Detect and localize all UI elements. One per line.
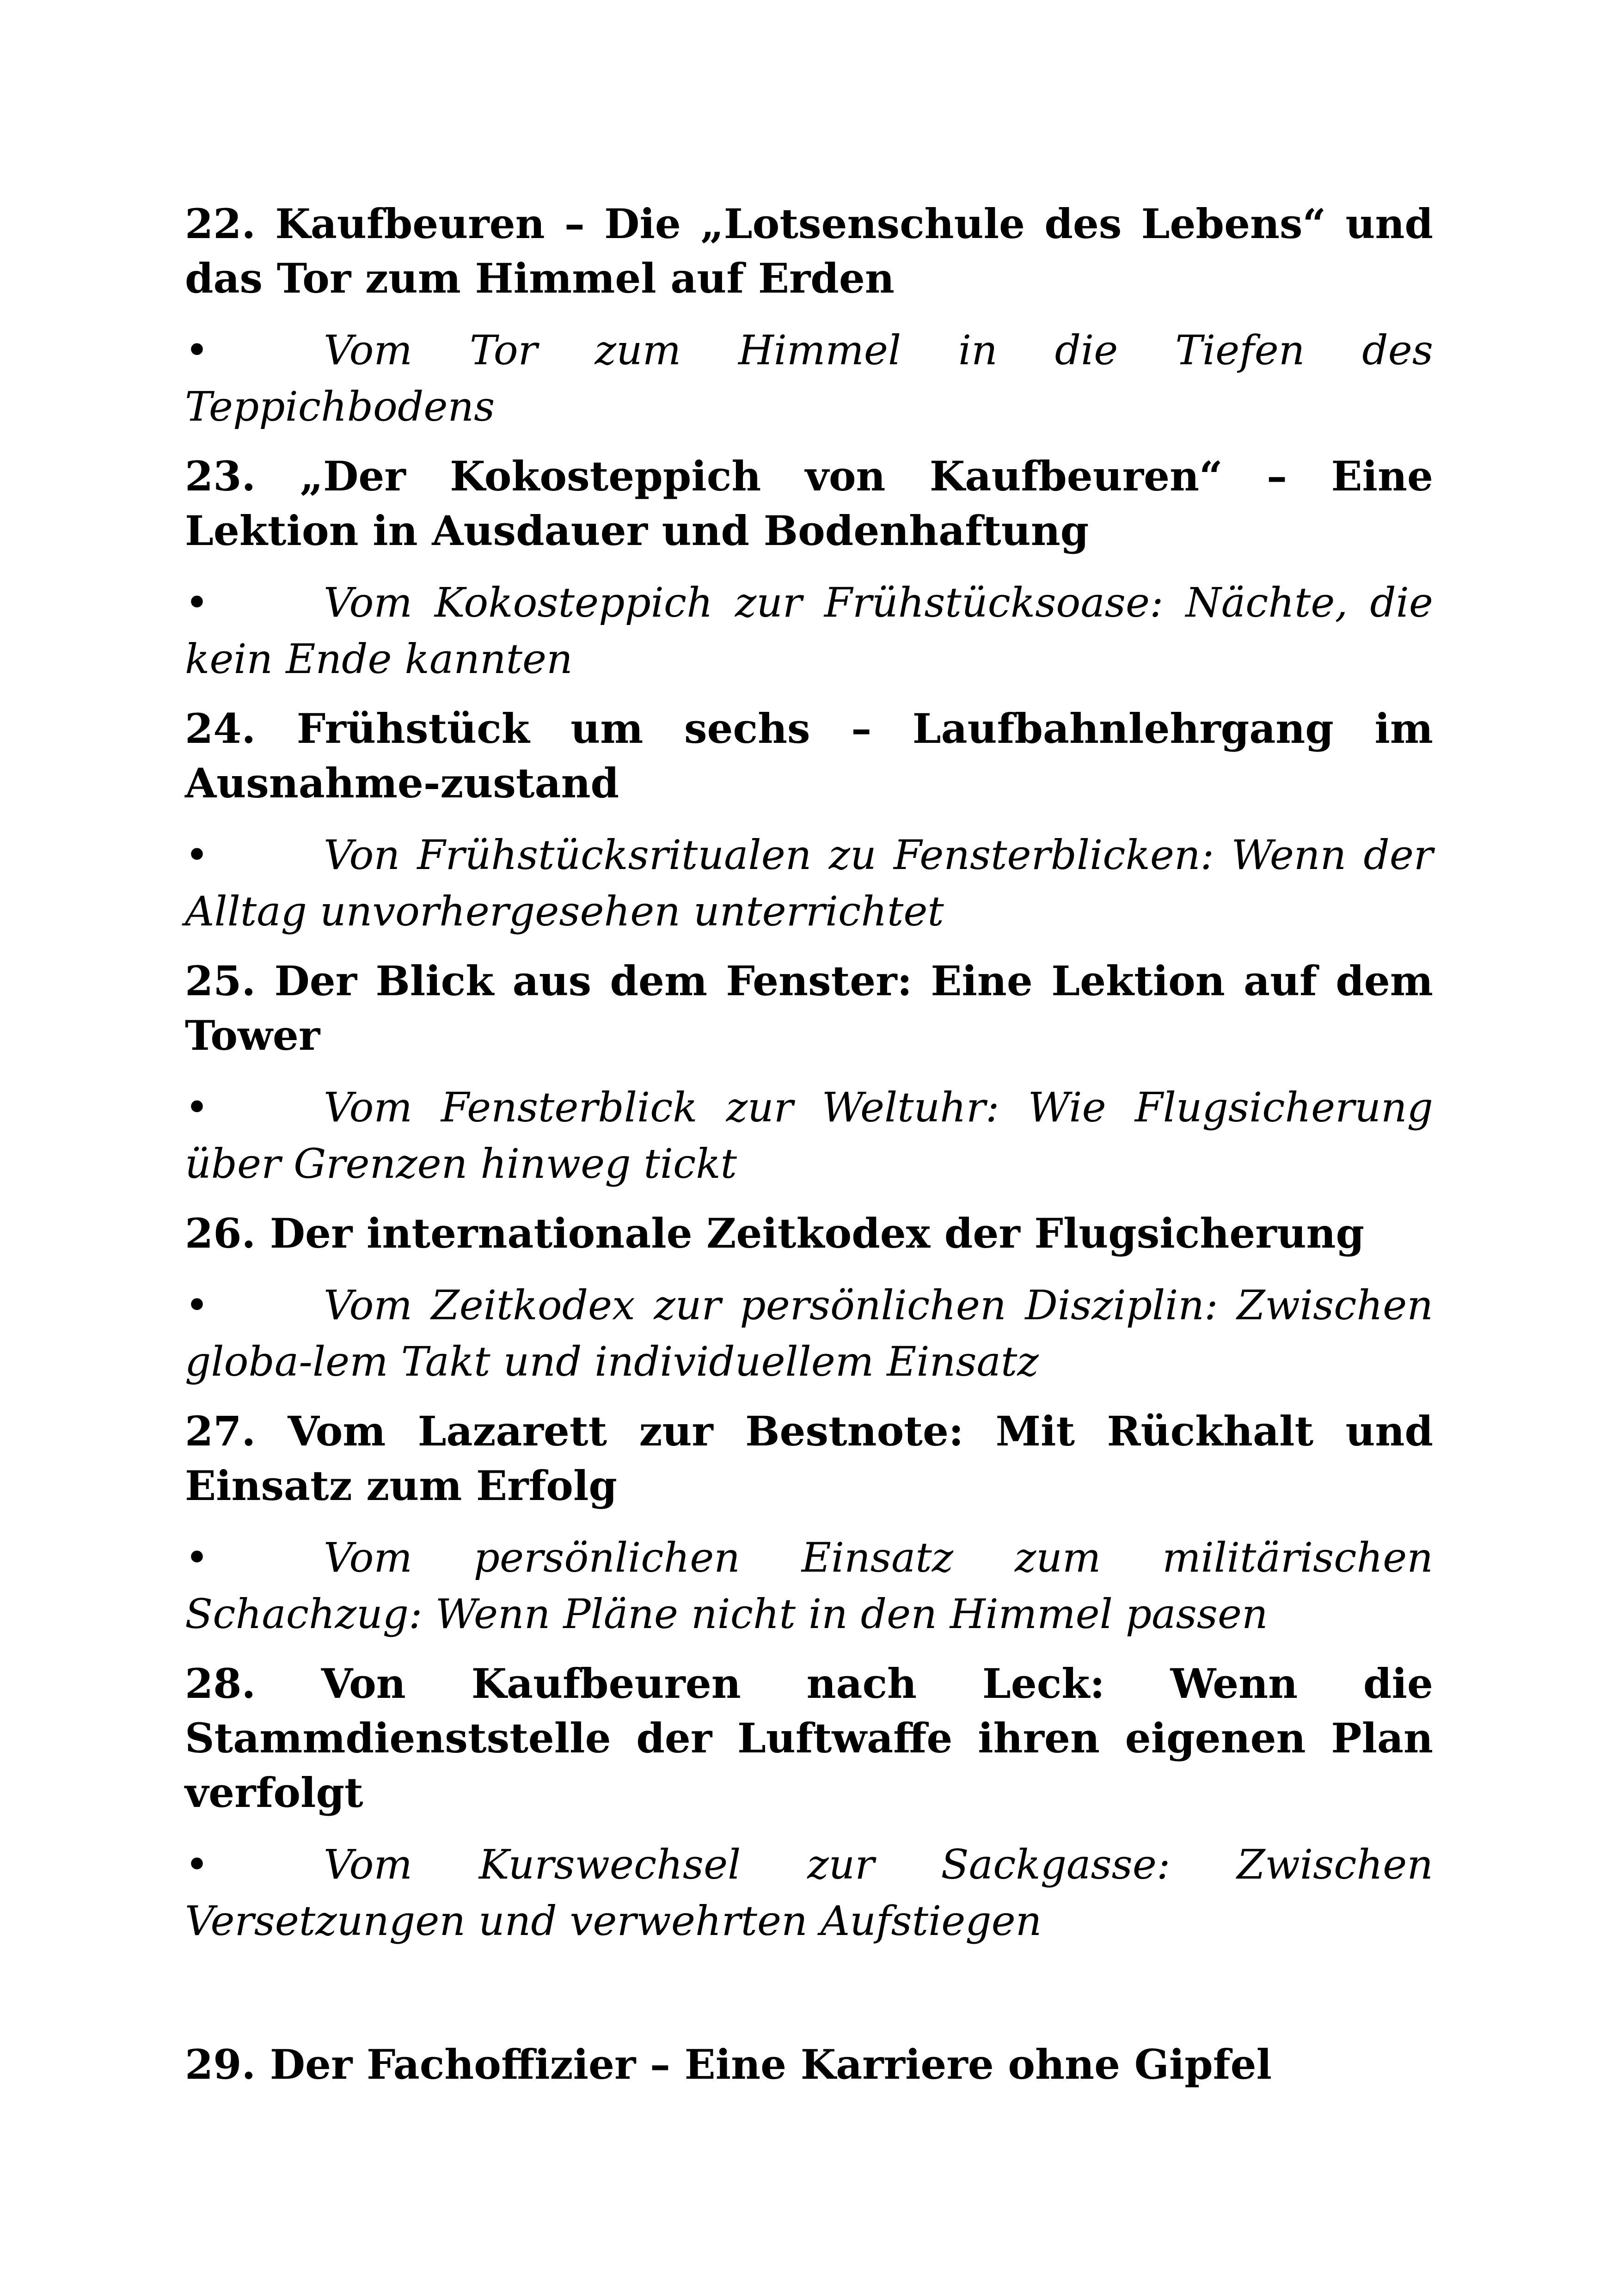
table-of-contents — [185, 196, 1433, 2092]
subentry-text: Vom Kurswechsel zur Sackgasse: Zwischen Versetzungen und verwehrten Aufstiegen — [185, 1841, 1433, 1945]
chapter-subentry — [185, 1837, 1433, 1949]
chapter-subentry — [185, 1530, 1433, 1642]
subentry-text: Vom Tor zum Himmel in die Tiefen des Teppichbodens — [185, 326, 1433, 430]
bullet-icon: • — [185, 1534, 209, 1581]
chapter-title: 25. Der Blick aus dem Fenster: Eine Lektion auf dem Tower — [185, 957, 1433, 1059]
chapter-subentry — [185, 575, 1433, 687]
chapter-27 — [185, 1404, 1433, 1642]
chapter-title: 29. Der Fachoffizier – Eine Karriere ohne Gipfel — [185, 2040, 1272, 2088]
chapter-24 — [185, 701, 1433, 940]
chapter-subentry — [185, 1079, 1433, 1192]
chapter-title: 23. „Der Kokosteppich von Kaufbeuren“ – Eine Lektion in Ausdauer und Bodenhaftung — [185, 452, 1433, 555]
chapter-subentry — [185, 1277, 1433, 1390]
bullet-icon: • — [185, 831, 209, 879]
bullet-icon: • — [185, 1084, 209, 1131]
subentry-text: Vom Fensterblick zur Weltuhr: Wie Flugsicherung über Grenzen hinweg tickt — [185, 1084, 1433, 1188]
chapter-title: 24. Frühstück um sechs – Laufbahnlehrgang im Ausnahme-zustand — [185, 704, 1433, 807]
chapter-title: 27. Vom Lazarett zur Bestnote: Mit Rückhalt und Einsatz zum Erfolg — [185, 1407, 1433, 1510]
chapter-subentry — [185, 827, 1433, 940]
chapter-29 — [185, 2037, 1433, 2092]
bullet-icon: • — [185, 1841, 209, 1888]
chapter-26 — [185, 1206, 1433, 1390]
chapter-title: 28. Von Kaufbeuren nach Leck: Wenn die Stammdienststelle der Luftwaffe ihren eigenen Plan verfolgt — [185, 1659, 1433, 1817]
bullet-icon: • — [185, 1281, 209, 1329]
chapter-subentry — [185, 322, 1433, 435]
subentry-text: Vom Kokosteppich zur Frühstücksoase: Nächte, die kein Ende kannten — [185, 579, 1433, 683]
bullet-icon: • — [185, 326, 209, 374]
chapter-title: 26. Der internationale Zeitkodex der Flugsicherung — [185, 1209, 1365, 1257]
chapter-23 — [185, 449, 1433, 687]
chapter-title: 22. Kaufbeuren – Die „Lotsenschule des Lebens“ und das Tor zum Himmel auf Erden — [185, 200, 1433, 302]
chapter-28 — [185, 1656, 1433, 1949]
subentry-text: Von Frühstücksritualen zu Fensterblicken: Wenn der Alltag unvorhergesehen unterrichtet — [185, 831, 1433, 935]
chapter-25 — [185, 954, 1433, 1192]
bullet-icon: • — [185, 579, 209, 626]
section-spacer — [185, 1963, 1433, 2037]
chapter-22 — [185, 196, 1433, 435]
subentry-text: Vom persönlichen Einsatz zum militärischen Schachzug: Wenn Pläne nicht in den Himmel passen — [185, 1534, 1433, 1638]
subentry-text: Vom Zeitkodex zur persönlichen Disziplin: Zwischen globa-lem Takt und individuellem Einsatz — [185, 1281, 1433, 1385]
